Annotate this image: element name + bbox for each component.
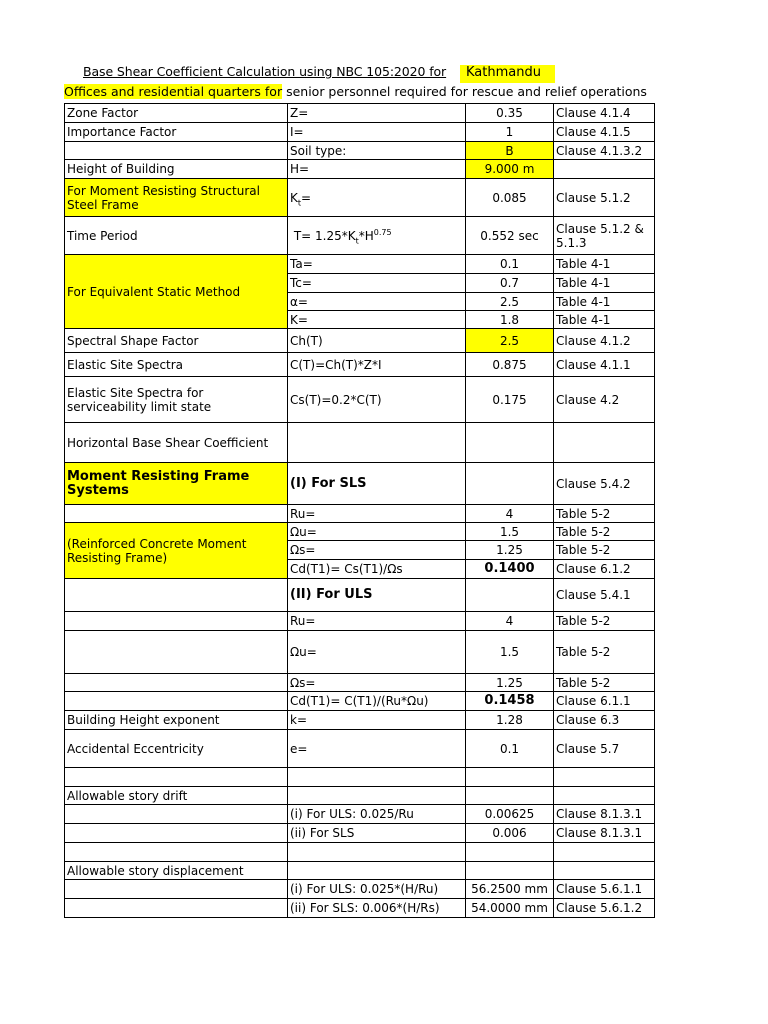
table-row [65,862,655,880]
cd-sls-value[interactable]: 0.1400 [466,560,554,579]
row-symbol: (i) For ULS: 0.025/Ru [288,805,466,824]
row-label: Spectral Shape Factor [65,329,288,353]
table-row [65,787,655,805]
row-reference: Table 4-1 [554,255,655,274]
table-row [65,523,655,541]
row-label: For Equivalent Static Method [65,255,288,329]
row-value[interactable]: 0.1 [466,255,554,274]
row-label [65,631,288,674]
row-value[interactable]: 0.35 [466,104,554,123]
row-reference: Table 5-2 [554,674,655,692]
row-symbol: H= [288,160,466,179]
row-label: Elastic Site Spectra for serviceability limit state [65,377,288,423]
row-value[interactable]: 1 [466,123,554,142]
row-symbol [288,862,466,880]
table-row [65,217,655,255]
row-reference: Clause 5.4.1 [554,579,655,612]
row-symbol: C(T)=Ch(T)*Z*I [288,353,466,377]
row-label: Horizontal Base Shear Coefficient [65,423,288,463]
row-label [65,612,288,631]
table-row [65,463,655,505]
table-row [65,824,655,843]
row-value[interactable]: 4 [466,612,554,631]
row-symbol: α= [288,293,466,311]
row-reference: Table 4-1 [554,274,655,293]
row-reference: Table 5-2 [554,541,655,560]
table-row [65,880,655,899]
row-symbol: Ωs= [288,674,466,692]
table-row [65,711,655,730]
row-reference: Clause 8.1.3.1 [554,824,655,843]
row-reference: Clause 4.1.3.2 [554,142,655,160]
table-row [65,142,655,160]
row-value[interactable]: 1.5 [466,631,554,674]
row-reference: Clause 6.1.2 [554,560,655,579]
row-symbol: Ωu= [288,523,466,541]
row-label: Moment Resisting Frame Systems [65,463,288,505]
row-label: Height of Building [65,160,288,179]
row-value[interactable]: 54.0000 mm [466,899,554,918]
row-reference: Clause 5.6.1.2 [554,899,655,918]
row-reference: Table 5-2 [554,612,655,631]
table-row [65,730,655,768]
row-value[interactable]: 0.875 [466,353,554,377]
row-value [466,423,554,463]
row-symbol: $K_t=$ [288,179,466,217]
table-row [65,631,655,674]
table-row [65,160,655,179]
row-symbol: K= [288,311,466,329]
row-symbol: Cd(T1)= Cs(T1)/Ωs [288,560,466,579]
row-label: Zone Factor [65,104,288,123]
row-reference: Table 5-2 [554,631,655,674]
row-symbol: Tc= [288,274,466,293]
row-label: Building Height exponent [65,711,288,730]
row-label: Allowable story displacement [65,862,288,880]
table-row [65,899,655,918]
row-symbol: e= [288,730,466,768]
row-label: Time Period [65,217,288,255]
row-symbol: (i) For ULS: 0.025*(H/Ru) [288,880,466,899]
row-symbol: Ru= [288,505,466,523]
building-category [64,84,647,99]
sheet-title: Base Shear Coefficient Calculation using NBC 105:2020 for [83,64,447,79]
table-row [65,612,655,631]
row-label: (Reinforced Concrete Moment Resisting Frame) [65,523,288,579]
soil-type-value[interactable]: B [466,142,554,160]
calculation-table [64,103,655,918]
row-symbol: (ii) For SLS [288,824,466,843]
table-row [65,255,655,274]
row-reference: Table 5-2 [554,505,655,523]
row-label: For Moment Resisting Structural Steel Frame [65,179,288,217]
row-reference: Clause 4.2 [554,377,655,423]
row-label [65,805,288,824]
row-reference: Clause 8.1.3.1 [554,805,655,824]
row-value [466,579,554,612]
row-reference: Clause 4.1.5 [554,123,655,142]
row-value [466,862,554,880]
table-row [65,805,655,824]
row-symbol [288,768,466,787]
row-symbol: Ωs= [288,541,466,560]
row-value[interactable]: 0.552 sec [466,217,554,255]
table-row [65,123,655,142]
row-value[interactable]: 1.28 [466,711,554,730]
table-row [65,692,655,711]
row-value[interactable]: 56.2500 mm [466,880,554,899]
table-row [65,505,655,523]
row-value[interactable]: 1.8 [466,311,554,329]
row-value[interactable]: 0.006 [466,824,554,843]
row-reference: Table 4-1 [554,311,655,329]
row-label [65,505,288,523]
row-value[interactable]: 4 [466,505,554,523]
row-reference: Table 4-1 [554,293,655,311]
row-label [65,843,288,862]
row-value[interactable]: 1.25 [466,674,554,692]
row-reference: Clause 5.1.2 [554,179,655,217]
row-value [466,843,554,862]
row-reference [554,160,655,179]
row-reference: Clause 4.1.1 [554,353,655,377]
row-value[interactable]: 0.175 [466,377,554,423]
row-reference [554,862,655,880]
row-reference: Clause 6.3 [554,711,655,730]
row-reference [554,843,655,862]
row-value[interactable]: 1.5 [466,523,554,541]
row-symbol [288,787,466,805]
row-value[interactable]: 0.00625 [466,805,554,824]
row-symbol: I= [288,123,466,142]
row-value [466,463,554,505]
table-row [65,579,655,612]
table-row [65,353,655,377]
row-reference [554,423,655,463]
building-height-value[interactable]: 9.000 m [466,160,554,179]
row-symbol: (ii) For SLS: 0.006*(H/Rs) [288,899,466,918]
row-reference: Clause 4.1.2 [554,329,655,353]
row-label: Accidental Eccentricity [65,730,288,768]
row-symbol: Z= [288,104,466,123]
row-reference: Clause 5.1.2 & 5.1.3 [554,217,655,255]
row-reference: Clause 5.7 [554,730,655,768]
row-symbol: $T= 1.25*K_t*H^{0.75}$ [288,217,466,255]
row-reference: Clause 5.6.1.1 [554,880,655,899]
row-reference [554,768,655,787]
sls-heading: (I) For SLS [288,463,466,505]
row-label: Elastic Site Spectra [65,353,288,377]
row-reference: Table 5-2 [554,523,655,541]
city-cell[interactable]: Kathmandu [460,65,555,83]
row-label [65,674,288,692]
row-value [466,787,554,805]
row-value[interactable]: 0.1 [466,730,554,768]
spectral-shape-value[interactable]: 2.5 [466,329,554,353]
table-row [65,843,655,862]
row-label [65,899,288,918]
table-row [65,377,655,423]
row-symbol: Soil type: [288,142,466,160]
row-reference: Clause 4.1.4 [554,104,655,123]
row-symbol [288,423,466,463]
row-label [65,880,288,899]
row-label [65,142,288,160]
row-symbol: Ch(T) [288,329,466,353]
row-reference: Clause 5.4.2 [554,463,655,505]
uls-heading: (II) For ULS [288,579,466,612]
row-label: Importance Factor [65,123,288,142]
row-label [65,579,288,612]
row-symbol: Cd(T1)= C(T1)/(Ru*Ωu) [288,692,466,711]
table-row [65,179,655,217]
row-value[interactable]: 1.25 [466,541,554,560]
row-value[interactable]: 2.5 [466,293,554,311]
row-symbol [288,843,466,862]
row-symbol: Cs(T)=0.2*C(T) [288,377,466,423]
row-symbol: Ωu= [288,631,466,674]
table-row [65,768,655,787]
row-value[interactable]: 0.7 [466,274,554,293]
row-label [65,692,288,711]
row-value [466,768,554,787]
category-highlight: Offices and residential quarters for [64,84,283,99]
row-symbol: Ta= [288,255,466,274]
table-row [65,674,655,692]
table-row [65,104,655,123]
row-label [65,768,288,787]
category-rest: senior personnel required for rescue and relief operations [282,84,647,99]
row-reference: Clause 6.1.1 [554,692,655,711]
row-value[interactable]: 0.085 [466,179,554,217]
table-row [65,329,655,353]
row-label [65,824,288,843]
row-symbol: Ru= [288,612,466,631]
row-reference [554,787,655,805]
row-label: Allowable story drift [65,787,288,805]
cd-uls-value[interactable]: 0.1458 [466,692,554,711]
table-row [65,423,655,463]
row-symbol: k= [288,711,466,730]
